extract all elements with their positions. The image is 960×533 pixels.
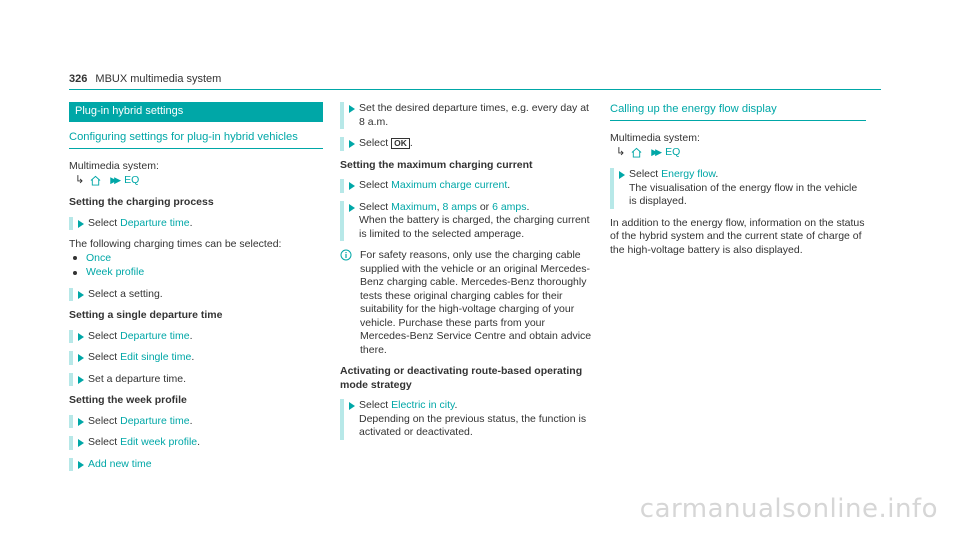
paragraph: In addition to the energy flow, information on the status of the hybrid system and the current state of charge of the high-voltage battery is also displayed. [610, 216, 865, 256]
step-arrow-icon [78, 376, 84, 384]
bullet-icon [73, 271, 77, 275]
heading-route-strategy: Activating or deactivating route-based operating mode strategy [340, 365, 583, 391]
paragraph: The following charging times can be selected: [69, 238, 282, 250]
heading-charging-process: Setting the charging process [69, 196, 214, 208]
step: Select Departure time. [69, 330, 323, 344]
step: Select a setting. [69, 288, 323, 302]
note-text: For safety reasons, only use the charging cable supplied with the vehicle or an original Mercedes-Benz charging cable. Mercedes-Benz thoroughly tests these original charging cables for their suitability for the high-voltage charging of your vehicle. Purchase these parts from your Mercedes-Benz Service Centre and obtain advice there. [360, 249, 592, 356]
step-body: When the battery is charged, the charging current is limited to the selected amperage. [359, 214, 590, 240]
list-item: Once [73, 252, 323, 266]
menu-path-dest: EQ [124, 173, 140, 186]
multimedia-label: Multimedia system: [69, 159, 159, 172]
menu-link: Electric in city [391, 399, 455, 411]
step-arrow-icon [349, 402, 355, 410]
step-arrow-icon [78, 461, 84, 469]
arrow-return-icon: ↳ [75, 173, 85, 186]
menu-link: Maximum charge current [391, 179, 508, 191]
column-2 [340, 102, 596, 448]
menu-path [616, 145, 866, 160]
list-item: Week profile [73, 266, 323, 280]
page-header [69, 73, 221, 85]
column-3 [610, 102, 866, 257]
step: Select Edit single time. [69, 351, 323, 365]
step-arrow-icon [349, 182, 355, 190]
step: Select Departure time. [69, 217, 323, 231]
menu-link: Departure time [120, 216, 190, 229]
step-arrow-icon [78, 220, 84, 228]
menu-path-dest: EQ [665, 145, 681, 158]
step: Select Edit week profile. [69, 436, 323, 450]
heading-week-profile: Setting the week profile [69, 394, 187, 406]
step: Select Maximum, 8 amps or 6 amps. When the battery is charged, the charging current is limited to the selected amperage. [340, 201, 596, 242]
header-title: MBUX multimedia system [95, 73, 222, 85]
step-arrow-icon [78, 291, 84, 299]
menu-link: Departure time [120, 329, 190, 342]
step-arrow-icon [349, 105, 355, 113]
header-rule [69, 89, 881, 90]
home-icon [631, 147, 642, 158]
watermark: carmanualsonline.info [639, 494, 938, 524]
note [340, 249, 596, 357]
ok-key-icon: OK [391, 138, 410, 149]
step: Select OK . [340, 137, 596, 151]
double-chevron-icon: ▶▶ [110, 174, 119, 185]
step-arrow-icon [78, 333, 84, 341]
menu-link: Energy flow [661, 168, 716, 180]
step-arrow-icon [78, 439, 84, 447]
step-body: Depending on the previous status, the function is activated or deactivated. [359, 412, 587, 438]
step: Select Electric in city. Depending on the previous status, the function is activated or deactivated. [340, 399, 596, 440]
step-arrow-icon [349, 204, 355, 212]
step: Select Departure time. [69, 415, 323, 429]
step-arrow-icon [349, 140, 355, 148]
menu-path [75, 173, 323, 188]
multimedia-label: Multimedia system: [610, 131, 700, 144]
step: Select Energy flow. The visualisation of the energy flow in the vehicle is displayed. [610, 168, 866, 209]
column-1 [69, 102, 323, 479]
home-icon [90, 175, 101, 186]
info-icon [340, 249, 352, 261]
menu-link: Edit single time [120, 351, 192, 363]
menu-link: Departure time [120, 414, 190, 427]
step-body: The visualisation of the energy flow in the vehicle is displayed. [629, 181, 858, 207]
section-title: Calling up the energy flow display [610, 102, 866, 121]
step-arrow-icon [78, 418, 84, 426]
page-number: 326 [69, 73, 88, 85]
step-arrow-icon [619, 171, 625, 179]
section-bar: Plug-in hybrid settings [69, 102, 323, 122]
double-chevron-icon: ▶▶ [651, 146, 660, 157]
section-title: Configuring settings for plug-in hybrid vehicles [69, 130, 323, 149]
step [69, 458, 323, 472]
bullet-icon [73, 256, 77, 260]
heading-max-current: Setting the maximum charging current [340, 158, 533, 171]
menu-link: Edit week profile [120, 436, 198, 448]
step-arrow-icon [78, 354, 84, 362]
menu-link: Add new time [88, 457, 152, 470]
step: Set the desired departure times, e.g. every day at 8 a.m. [340, 102, 596, 129]
arrow-return-icon: ↳ [616, 145, 626, 158]
step: Set a departure time. [69, 373, 323, 387]
step: Select Maximum charge current. [340, 179, 596, 193]
heading-single-departure: Setting a single departure time [69, 309, 223, 321]
